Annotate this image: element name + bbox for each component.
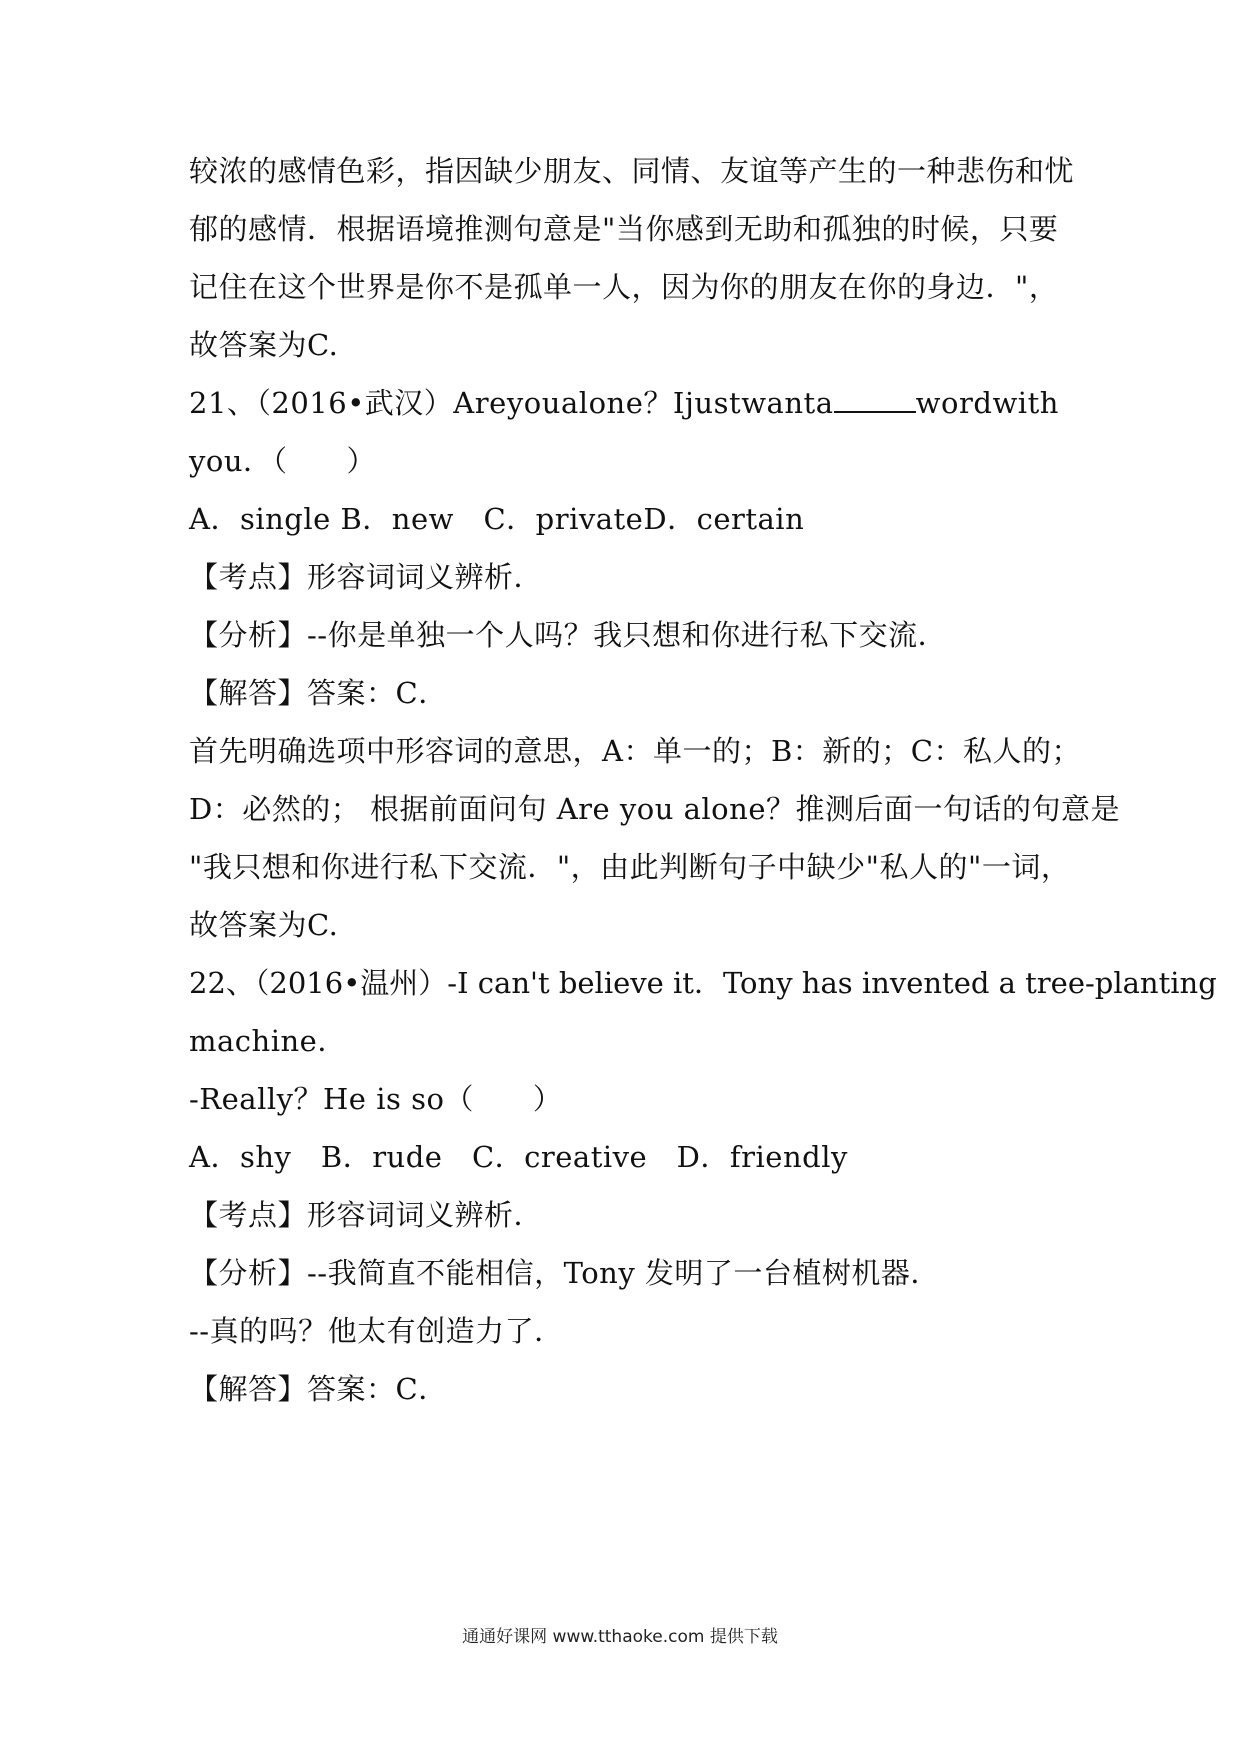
- q21-stem-word: want: [741, 386, 816, 420]
- q21-stem-word-blank: a: [816, 383, 916, 423]
- q21-stem-line-2: you．（ ）: [189, 444, 377, 478]
- prev-explanation-line-3: 记住在这个世界是你不是孤单一人，因为你的朋友在你的身边．"，: [189, 270, 1059, 304]
- q21-kaodian: 【考点】形容词词义辨析．: [189, 560, 544, 594]
- q21-stem-line-1: [189, 383, 1059, 423]
- q21-stem-word: just: [684, 386, 742, 420]
- q22-stem-line-3: -Really？He is so（ ）: [189, 1082, 563, 1116]
- q22-stem-line-2: machine．: [189, 1024, 347, 1058]
- q22-fenxi: 【分析】--我简直不能相信，Tony 发明了一台植树机器．: [189, 1256, 940, 1290]
- q21-stem-word: alone？I: [561, 386, 685, 420]
- q21-explanation-line-4: 故答案为C.: [189, 908, 339, 942]
- q21-stem-word: with: [992, 386, 1059, 420]
- q22-kaodian: 【考点】形容词词义辨析．: [189, 1198, 544, 1232]
- q22-stem-line-1: 22、（2016•温州）-I can't believe it．Tony has invented a tree-planting: [189, 966, 1217, 1000]
- prev-explanation-line-4: 故答案为C.: [189, 328, 339, 362]
- prev-explanation-line-1: 较浓的感情色彩，指因缺少朋友、同情、友谊等产生的一种悲伤和忧: [189, 154, 1075, 188]
- q21-stem-word: word: [915, 386, 993, 420]
- q21-explanation-line-1: 首先明确选项中形容词的意思，A：单一的；B：新的；C：私人的；: [189, 734, 1081, 768]
- q21-stem-word: you: [506, 386, 561, 420]
- q21-stem-word: 21、（2016•武汉）Are: [189, 386, 507, 420]
- q21-explanation-line-3: "我只想和你进行私下交流．"，由此判断句子中缺少"私人的"一词，: [189, 850, 1071, 884]
- q21-explanation-line-2: D：必然的； 根据前面问句 Are you alone？推测后面一句话的句意是: [189, 792, 1120, 826]
- q21-options: A．single B．new C．privateD．certain: [189, 502, 805, 536]
- q22-fenxi-continued: --真的吗？他太有创造力了．: [189, 1314, 564, 1348]
- q21-fenxi: 【分析】--你是单独一个人吗？我只想和你进行私下交流．: [189, 618, 948, 652]
- answer-blank: [834, 385, 916, 413]
- prev-explanation-line-2: 郁的感情．根据语境推测句意是"当你感到无助和孤独的时候，只要: [189, 212, 1059, 246]
- page-footer: 通通好课网 www.tthaoke.com 提供下载: [462, 1627, 778, 1647]
- q22-options: A．shy B．rude C．creative D．friendly: [189, 1140, 848, 1174]
- q22-jieda: 【解答】答案：C．: [189, 1372, 448, 1406]
- q21-jieda: 【解答】答案：C．: [189, 676, 448, 710]
